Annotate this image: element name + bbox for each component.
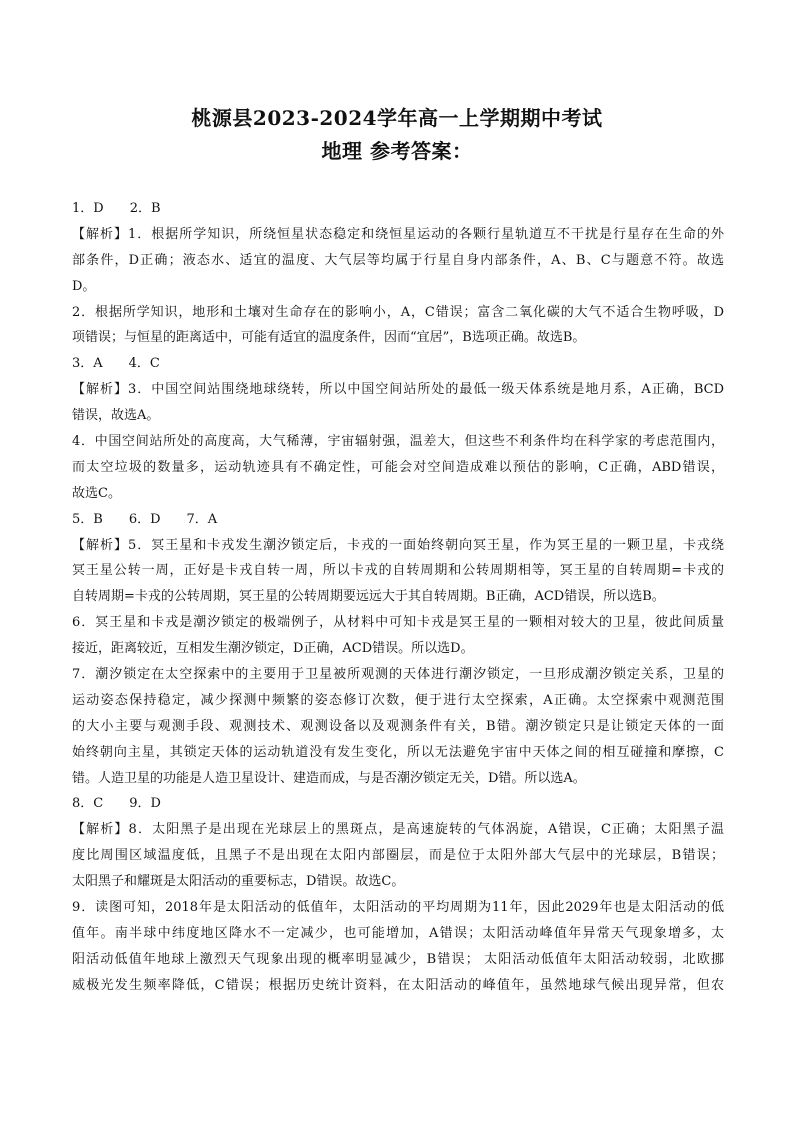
answer-line-14: 【解析】5．冥王星和卡戎发生潮汐锁定后，卡戎的一面始终朝向冥王星，作为冥王星的一颗卫星，卡戎绕 [72, 537, 724, 553]
answer-line-27: 太阳黑子和耀斑是太阳活动的重要标志，D错误。故选C。 [72, 874, 405, 890]
answer-body [72, 196, 724, 999]
answer-line-31: 威极光发生频率降低，C错误；根据历史统计资料，在太阳活动的峰值年，虽然地球气候出现异常，但农 [72, 977, 724, 993]
answer-line-26: 度比周围区域温度低，且黑子不是出现在太阳内部圈层，而是位于太阳外部大气层中的光球层，B错误； [72, 848, 724, 864]
answer-line-2: 【解析】1．根据所学知识，所绕恒星状态稳定和绕恒星运动的各颗行星轨道互不干扰是行星存在生命的外 [72, 226, 724, 242]
answer-line-7: 3．A 4．C [72, 356, 160, 372]
answer-line-4: D。 [72, 278, 96, 294]
answer-line-18: 接近，距离较近，互相发生潮汐锁定，D正确，ACD错误。所以选D。 [72, 641, 474, 657]
answer-line-6: 项错误；与恒星的距离适中，可能有适宜的温度条件，因而“宜居”，B选项正确。故选B。 [72, 330, 586, 346]
answer-line-21: 的大小主要与观测手段、观测技术、观测设备以及观测条件有关，B错。潮汐锁定只是让锁定天体的一面 [72, 718, 724, 734]
answer-line-22: 始终朝向主星，其锁定天体的运动轨道没有发生变化，所以无法避免宇宙中天体之间的相互碰撞和摩擦，C [72, 744, 724, 760]
answer-line-3: 部条件，D正确；液态水、适宜的温度、大气层等均属于行星自身内部条件，A、B、C与题意不符。故选 [72, 252, 724, 268]
answer-line-30: 阳活动低值年地球上激烈天气现象出现的概率明显减少，B错误； 太阳活动低值年太阳活动较弱，北欧挪 [72, 951, 724, 967]
answer-line-24: 8．C 9．D [72, 796, 161, 812]
answer-line-5: 2．根据所学知识，地形和土壤对生命存在的影响小，A，C错误；富含二氧化碳的大气不适合生物呼吸，D [72, 304, 724, 320]
answer-line-15: 冥王星公转一周，正好是卡戎自转一周，所以卡戎的自转周期和公转周期相等，冥王星的自转周期=卡戎的 [72, 563, 724, 579]
answer-line-20: 运动姿态保持稳定，减少探测中频繁的姿态修订次数，便于进行太空探索，A正确。太空探索中观测范围 [72, 692, 724, 708]
answer-line-9: 错误，故选A。 [72, 408, 160, 424]
answer-line-1: 1．D 2．B [72, 201, 161, 216]
answer-line-25: 【解析】8．太阳黑子是出现在光球层上的黑斑点，是高速旋转的气体涡旋，A错误，C正确；太阳黑子温 [72, 822, 724, 838]
answer-line-28: 9．读图可知，2018年是太阳活动的低值年，太阳活动的平均周期为11年，因此2029年也是太阳活动的低 [72, 900, 724, 916]
answer-line-8: 【解析】3．中国空间站围绕地球绕转，所以中国空间站所处的最低一级天体系统是地月系，A正确，BCD [72, 382, 724, 398]
answer-line-10: 4．中国空间站所处的高度高，大气稀薄，宇宙辐射强，温差大，但这些不利条件均在科学家的考虑范围内， [72, 434, 724, 450]
answer-line-29: 值年。南半球中纬度地区降水不一定减少，也可能增加，A错误；太阳活动峰值年异常天气现象增多，太 [72, 925, 724, 941]
answer-line-12: 故选C。 [72, 485, 121, 501]
answer-line-17: 6．冥王星和卡戎是潮汐锁定的极端例子，从材料中可知卡戎是冥王星的一颗相对较大的卫星，彼此间质量 [72, 615, 724, 631]
answer-line-13: 5．B 6．D 7．A [72, 511, 218, 527]
answer-line-16: 自转周期=卡戎的公转周期，冥王星的公转周期要远远大于其自转周期。B正确，ACD错误，所以选B。 [72, 589, 665, 605]
answer-line-23: 错。人造卫星的功能是人造卫星设计、建造而成，与是否潮汐锁定无关，D错。所以选A。 [72, 770, 586, 786]
answer-line-19: 7．潮汐锁定在太空探索中的主要用于卫星被所观测的天体进行潮汐锁定，一旦形成潮汐锁定关系，卫星的 [72, 667, 724, 683]
answer-line-11: 而太空垃圾的数量多，运动轨迹具有不确定性，可能会对空间造成难以预估的影响，C正确，ABD错误， [72, 459, 724, 475]
document-title: 桃源县2023-2024学年高一上学期期中考试 [191, 106, 603, 130]
document-subtitle: 地理 参考答案： [321, 139, 473, 163]
